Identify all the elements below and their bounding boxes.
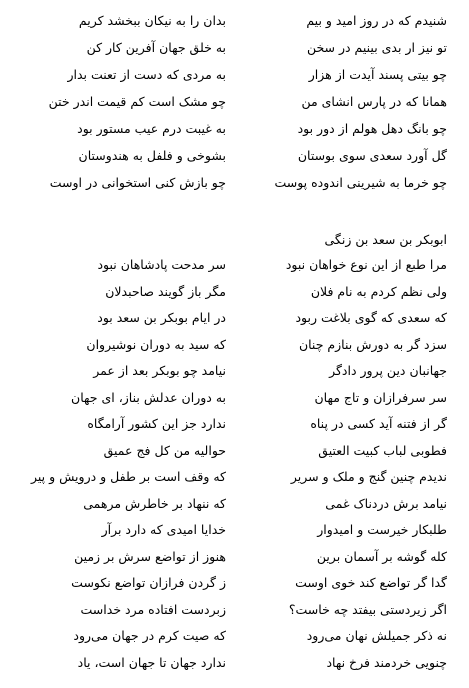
verse-line — [0, 571, 469, 595]
verse-line — [0, 412, 469, 436]
verse-second-hemistich: نیامد چو بوبکر بعد از عمر — [93, 363, 226, 378]
verse-second-hemistich: چو مشک است کم قیمت اندر ختن — [48, 94, 226, 109]
verse-line — [0, 280, 469, 304]
verse-line — [0, 386, 469, 410]
verse-line — [0, 624, 469, 648]
verse-first-hemistich: چو بانگ دهل هولم از دور بود — [297, 121, 447, 136]
verse-second-hemistich: چو بازش کنی استخوانی در اوست — [49, 175, 226, 190]
verse-second-hemistich: حوالیه من کل فج عمیق — [103, 442, 226, 458]
verse-first-hemistich: کله گوشه بر آسمان برین — [316, 548, 447, 564]
verse-first-hemistich: شنیدم که در روز امید و بیم — [306, 13, 447, 28]
verse-line — [0, 171, 469, 195]
verse-line — [0, 492, 469, 516]
verse-second-hemistich: مگر باز گویند صاحبدلان — [105, 283, 226, 299]
verse-line — [0, 144, 469, 168]
verse-first-hemistich: گل آورد سعدی سوی بوستان — [297, 148, 447, 163]
verse-first-hemistich: طلبکار خیرست و امیدوار — [317, 522, 447, 537]
verse-second-hemistich: بدان را به نیکان ببخشد کریم — [78, 13, 226, 28]
verse-second-hemistich: که ننهاد بر خاطرش مرهمی — [83, 495, 226, 511]
verse-line — [0, 9, 469, 33]
verse-first-hemistich: جهانبان دین پرور دادگر — [329, 363, 447, 378]
verse-line — [0, 598, 469, 622]
verse-second-hemistich: به غیبت درم عیب مستور بود — [77, 121, 226, 136]
verse-line — [0, 333, 469, 357]
verse-first-hemistich: ندیدم چنین گنج و ملک و سریر — [290, 469, 447, 484]
verse-line — [0, 63, 469, 87]
verse-first-hemistich: سزد گر به دورش بنازم چنان — [298, 336, 447, 352]
verse-first-hemistich: چو خرما به شیرینی اندوده پوست — [274, 175, 447, 190]
verse-first-hemistich: سر سرفرازان و تاج مهان — [314, 389, 447, 405]
verse-second-hemistich: که سید به دوران نوشیروان — [86, 336, 226, 352]
verse-second-hemistich: خدایا امیدی که دارد برآر — [101, 522, 226, 537]
verse-first-hemistich: گدا گر تواضع کند خوی اوست — [295, 575, 447, 590]
verse-second-hemistich: ندارد جهان تا جهان است، یاد — [77, 654, 226, 670]
verse-line — [0, 117, 469, 141]
verse-second-hemistich: در ایام بوبکر بن سعد بود — [97, 310, 226, 325]
verse-second-hemistich: زبردست افتاده مرد خداست — [80, 601, 226, 617]
verse-first-hemistich: اگر زیردستی بیفتد چه خاست؟ — [288, 601, 447, 617]
verse-line — [0, 36, 469, 60]
verse-first-hemistich: همانا که در پارس انشای من — [301, 94, 447, 109]
verse-first-hemistich: چنویی خردمند فرخ نهاد — [326, 654, 447, 670]
verse-first-hemistich: گر از فتنه آید کسی در پناه — [310, 416, 447, 431]
verse-line — [0, 651, 469, 675]
verse-line — [0, 253, 469, 277]
verse-first-hemistich: نه ذکر جمیلش نهان می‌رود — [306, 628, 447, 643]
verse-second-hemistich: که صیت کرم در جهان می‌رود — [73, 628, 226, 643]
verse-first-hemistich: چو بیتی پسند آیدت از هزار — [308, 67, 447, 82]
verse-second-hemistich: ز گردن فرازان تواضع نکوست — [71, 575, 226, 590]
verse-line — [0, 439, 469, 463]
verse-first-hemistich: فطوبی لباب کبیت العتیق — [318, 442, 447, 458]
verse-second-hemistich: به مردی که دست از تعنت بدار — [67, 67, 226, 82]
verse-line — [0, 545, 469, 569]
verse-line — [0, 90, 469, 114]
verse-second-hemistich: ندارد جز این کشور آرامگاه — [87, 416, 226, 431]
section-title: ابوبکر بن سعد بن زنگی — [324, 232, 447, 247]
verse-line — [0, 465, 469, 489]
verse-second-hemistich: بشوخی و فلفل به هندوستان — [78, 148, 226, 163]
verse-second-hemistich: سر مدحت پادشاهان نبود — [97, 257, 226, 272]
verse-second-hemistich: به دوران عدلش بناز، ای جهان — [71, 389, 226, 405]
verse-first-hemistich: تو نیز ار بدی بینیم در سخن — [306, 40, 447, 55]
verse-first-hemistich: ولی نظم کردم به نام فلان — [310, 283, 447, 299]
verse-first-hemistich: که سعدی که گوی بلاغت ربود — [295, 310, 447, 325]
verse-line — [0, 306, 469, 330]
verse-second-hemistich: به خلق جهان آفرین کار کن — [86, 40, 226, 55]
verse-second-hemistich: هنوز از تواضع سرش بر زمین — [74, 548, 226, 564]
verse-line — [0, 518, 469, 542]
verse-first-hemistich: نیامد برش دردناک غمی — [325, 495, 447, 511]
verse-first-hemistich: مرا طبع از این نوع خواهان نبود — [285, 257, 447, 272]
verse-second-hemistich: که وقف است بر طفل و درویش و پیر — [30, 469, 226, 484]
verse-line — [0, 359, 469, 383]
